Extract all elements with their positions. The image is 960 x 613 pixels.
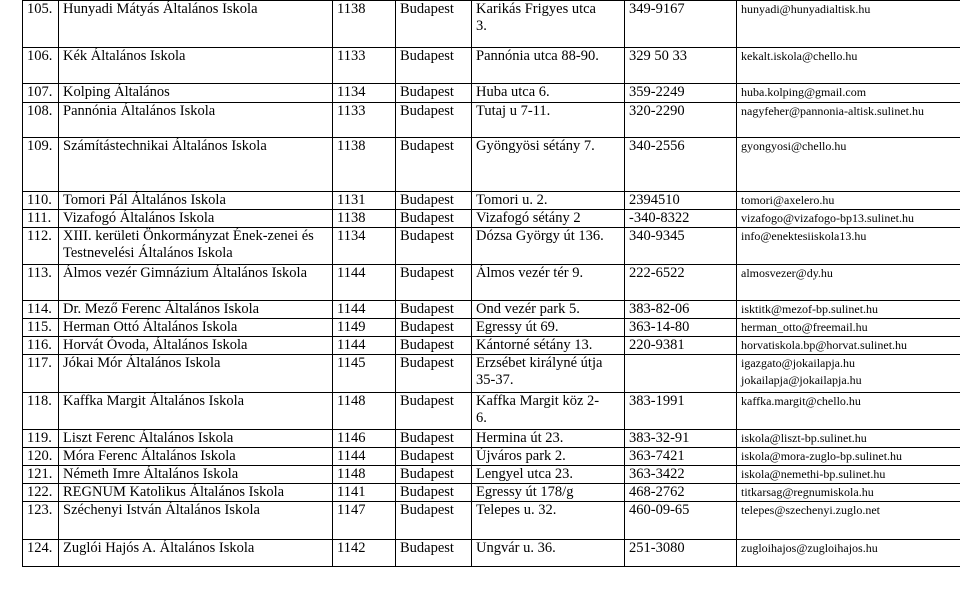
phone-number: 222-6522 <box>625 265 737 301</box>
email-address-line[interactable]: jokailapja@jokailapja.hu <box>741 373 862 387</box>
street-address-line: Pannónia utca 88-90. <box>476 48 599 64</box>
email-address <box>737 210 960 228</box>
street-address <box>472 319 625 337</box>
school-name: Herman Ottó Általános Iskola <box>59 319 333 337</box>
postal-code: 1144 <box>333 337 396 355</box>
table-row <box>23 430 960 448</box>
city: Budapest <box>396 103 472 138</box>
postal-code: 1144 <box>333 265 396 301</box>
city: Budapest <box>396 319 472 337</box>
postal-code: 1147 <box>333 502 396 540</box>
school-name: Álmos vezér Gimnázium Általános Iskola <box>59 265 333 301</box>
row-number: 121. <box>23 466 59 484</box>
street-address-line: Tomori u. 2. <box>476 192 548 208</box>
phone-number: 329 50 33 <box>625 48 737 84</box>
school-name: REGNUM Katolikus Általános Iskola <box>59 484 333 502</box>
phone-number: 383-32-91 <box>625 430 737 448</box>
phone-number <box>625 355 737 393</box>
street-address <box>472 103 625 138</box>
postal-code: 1138 <box>333 1 396 48</box>
phone-number: 363-14-80 <box>625 319 737 337</box>
school-name: Kolping Általános <box>59 84 333 103</box>
email-address-line[interactable]: herman_otto@freemail.hu <box>741 320 868 334</box>
row-number: 105. <box>23 1 59 48</box>
email-address <box>737 103 960 138</box>
school-name: Hunyadi Mátyás Általános Iskola <box>59 1 333 48</box>
postal-code: 1142 <box>333 540 396 567</box>
city: Budapest <box>396 355 472 393</box>
phone-number: 359-2249 <box>625 84 737 103</box>
email-address-line[interactable]: horvatiskola.bp@horvat.sulinet.hu <box>741 338 908 352</box>
street-address <box>472 355 625 393</box>
email-address <box>737 355 960 393</box>
email-address <box>737 265 960 301</box>
street-address <box>472 138 625 192</box>
city: Budapest <box>396 448 472 466</box>
school-name: Horvát Óvoda, Általános Iskola <box>59 337 333 355</box>
table-row <box>23 502 960 540</box>
street-address <box>472 502 625 540</box>
street-address-line: Erzsébet királyné útja <box>476 355 603 371</box>
school-name: Liszt Ferenc Általános Iskola <box>59 430 333 448</box>
street-address <box>472 540 625 567</box>
row-number: 124. <box>23 540 59 567</box>
table-row <box>23 466 960 484</box>
postal-code: 1134 <box>333 228 396 265</box>
email-address-line[interactable]: titkarsag@regnumiskola.hu <box>741 485 874 499</box>
email-address <box>737 466 960 484</box>
row-number: 117. <box>23 355 59 393</box>
city: Budapest <box>396 1 472 48</box>
street-address <box>472 228 625 265</box>
street-address-line: Gyöngyösi sétány 7. <box>476 138 595 154</box>
street-address-line: Tutaj u 7-11. <box>476 103 551 119</box>
school-name: Kaffka Margit Általános Iskola <box>59 393 333 430</box>
street-address-line: Dózsa György út 136. <box>476 228 604 244</box>
street-address-line: Vizafogó sétány 2 <box>476 210 581 226</box>
table-row <box>23 228 960 265</box>
email-address <box>737 301 960 319</box>
row-number: 106. <box>23 48 59 84</box>
table-row <box>23 192 960 210</box>
phone-number: 320-2290 <box>625 103 737 138</box>
email-address <box>737 448 960 466</box>
email-address-line[interactable]: iskola@mora-zuglo-bp.sulinet.hu <box>741 449 903 463</box>
street-address <box>472 337 625 355</box>
city: Budapest <box>396 138 472 192</box>
row-number: 114. <box>23 301 59 319</box>
street-address <box>472 265 625 301</box>
postal-code: 1141 <box>333 484 396 502</box>
school-name: Jókai Mór Általános Iskola <box>59 355 333 393</box>
email-address <box>737 1 960 48</box>
city: Budapest <box>396 301 472 319</box>
street-address <box>472 430 625 448</box>
school-name: Németh Imre Általános Iskola <box>59 466 333 484</box>
school-name: XIII. kerületi Önkormányzat Ének-zenei és Testnevelési Általános Iskola <box>59 228 333 265</box>
email-address <box>737 192 960 210</box>
email-address-line[interactable]: zugloihajos@zugloihajos.hu <box>741 541 878 555</box>
phone-number: 349-9167 <box>625 1 737 48</box>
school-name: Zuglói Hajós A. Általános Iskola <box>59 540 333 567</box>
postal-code: 1148 <box>333 393 396 430</box>
city: Budapest <box>396 84 472 103</box>
street-address <box>472 210 625 228</box>
row-number: 119. <box>23 430 59 448</box>
table-row <box>23 540 960 567</box>
phone-number: 2394510 <box>625 192 737 210</box>
street-address-line: Ungvár u. 36. <box>476 540 556 556</box>
school-name: Tomori Pál Általános Iskola <box>59 192 333 210</box>
email-address-line[interactable]: gyongyosi@chello.hu <box>741 139 847 153</box>
email-address-line[interactable]: tomori@axelero.hu <box>741 193 835 207</box>
street-address-line: Huba utca 6. <box>476 84 550 100</box>
row-number: 118. <box>23 393 59 430</box>
email-address-line[interactable]: iskola@liszt-bp.sulinet.hu <box>741 431 867 445</box>
email-address-line[interactable]: telepes@szechenyi.zuglo.net <box>741 503 880 517</box>
street-address-line: Karikás Frigyes utca <box>476 1 596 17</box>
postal-code: 1138 <box>333 138 396 192</box>
email-address-line[interactable]: almosvezer@dy.hu <box>741 266 833 280</box>
street-address-line: Kaffka Margit köz 2- <box>476 393 600 409</box>
email-address-line[interactable]: vizafogo@vizafogo-bp13.sulinet.hu <box>741 211 915 225</box>
table-row <box>23 355 960 393</box>
table-row <box>23 484 960 502</box>
email-address <box>737 84 960 103</box>
school-name: Pannónia Általános Iskola <box>59 103 333 138</box>
phone-number: 460-09-65 <box>625 502 737 540</box>
row-number: 109. <box>23 138 59 192</box>
postal-code: 1133 <box>333 48 396 84</box>
city: Budapest <box>396 540 472 567</box>
street-address <box>472 466 625 484</box>
phone-number: 340-9345 <box>625 228 737 265</box>
street-address-line: 3. <box>476 18 487 34</box>
table-row <box>23 48 960 84</box>
table-row <box>23 103 960 138</box>
table-row <box>23 448 960 466</box>
phone-number: 363-7421 <box>625 448 737 466</box>
email-address <box>737 540 960 567</box>
phone-number: -340-8322 <box>625 210 737 228</box>
postal-code: 1138 <box>333 210 396 228</box>
email-address <box>737 393 960 430</box>
postal-code: 1131 <box>333 192 396 210</box>
postal-code: 1133 <box>333 103 396 138</box>
postal-code: 1134 <box>333 84 396 103</box>
email-address <box>737 48 960 84</box>
street-address-line: Egressy út 69. <box>476 319 559 335</box>
city: Budapest <box>396 484 472 502</box>
street-address <box>472 448 625 466</box>
row-number: 123. <box>23 502 59 540</box>
email-address <box>737 319 960 337</box>
school-name: Dr. Mező Ferenc Általános Iskola <box>59 301 333 319</box>
street-address <box>472 484 625 502</box>
school-name: Vizafogó Általános Iskola <box>59 210 333 228</box>
email-address-line[interactable]: kaffka.margit@chello.hu <box>741 394 861 408</box>
email-address <box>737 430 960 448</box>
email-address-line[interactable]: iskola@nemethi-bp.sulinet.hu <box>741 467 886 481</box>
street-address-line: 35-37. <box>476 372 514 388</box>
street-address-line: Álmos vezér tér 9. <box>476 265 584 281</box>
phone-number: 340-2556 <box>625 138 737 192</box>
phone-number: 220-9381 <box>625 337 737 355</box>
row-number: 113. <box>23 265 59 301</box>
table-row <box>23 301 960 319</box>
city: Budapest <box>396 393 472 430</box>
street-address <box>472 84 625 103</box>
email-address-line[interactable]: nagyfeher@pannonia-altisk.sulinet.hu <box>741 104 924 118</box>
street-address <box>472 192 625 210</box>
phone-number: 468-2762 <box>625 484 737 502</box>
school-name: Számítástechnikai Általános Iskola <box>59 138 333 192</box>
city: Budapest <box>396 265 472 301</box>
email-address <box>737 502 960 540</box>
table-row <box>23 1 960 48</box>
postal-code: 1144 <box>333 448 396 466</box>
postal-code: 1149 <box>333 319 396 337</box>
row-number: 116. <box>23 337 59 355</box>
street-address <box>472 393 625 430</box>
street-address <box>472 301 625 319</box>
city: Budapest <box>396 502 472 540</box>
email-address-line[interactable]: isktitk@mezof-bp.sulinet.hu <box>741 302 879 316</box>
school-name: Széchenyi István Általános Iskola <box>59 502 333 540</box>
city: Budapest <box>396 48 472 84</box>
city: Budapest <box>396 192 472 210</box>
email-address-line[interactable]: igazgato@jokailapja.hu <box>741 356 856 370</box>
row-number: 110. <box>23 192 59 210</box>
school-name: Kék Általános Iskola <box>59 48 333 84</box>
row-number: 108. <box>23 103 59 138</box>
street-address-line: Lengyel utca 23. <box>476 466 574 482</box>
city: Budapest <box>396 337 472 355</box>
city: Budapest <box>396 430 472 448</box>
postal-code: 1148 <box>333 466 396 484</box>
email-address-line[interactable]: hunyadi@hunyadialtisk.hu <box>741 2 871 16</box>
email-address <box>737 228 960 265</box>
street-address-line: Ond vezér park 5. <box>476 301 580 317</box>
phone-number: 383-1991 <box>625 393 737 430</box>
schools-table <box>22 0 960 567</box>
row-number: 111. <box>23 210 59 228</box>
street-address-line: Kántorné sétány 13. <box>476 337 593 353</box>
email-address <box>737 484 960 502</box>
row-number: 112. <box>23 228 59 265</box>
row-number: 120. <box>23 448 59 466</box>
table-row <box>23 84 960 103</box>
street-address-line: Újváros park 2. <box>476 448 566 464</box>
row-number: 115. <box>23 319 59 337</box>
table-row <box>23 319 960 337</box>
street-address-line: Egressy út 178/g <box>476 484 574 500</box>
email-address-line[interactable]: huba.kolping@gmail.com <box>741 85 867 99</box>
city: Budapest <box>396 466 472 484</box>
phone-number: 363-3422 <box>625 466 737 484</box>
email-address-line[interactable]: kekalt.iskola@chello.hu <box>741 49 858 63</box>
street-address <box>472 48 625 84</box>
table-row <box>23 210 960 228</box>
street-address-line: Hermina út 23. <box>476 430 564 446</box>
row-number: 122. <box>23 484 59 502</box>
table-row <box>23 393 960 430</box>
email-address-line[interactable]: info@enektesiiskola13.hu <box>741 229 867 243</box>
phone-number: 251-3080 <box>625 540 737 567</box>
city: Budapest <box>396 210 472 228</box>
row-number: 107. <box>23 84 59 103</box>
street-address <box>472 1 625 48</box>
postal-code: 1144 <box>333 301 396 319</box>
school-name: Móra Ferenc Általános Iskola <box>59 448 333 466</box>
city: Budapest <box>396 228 472 265</box>
table-row <box>23 265 960 301</box>
phone-number: 383-82-06 <box>625 301 737 319</box>
email-address <box>737 337 960 355</box>
postal-code: 1146 <box>333 430 396 448</box>
street-address-line: 6. <box>476 410 487 426</box>
postal-code: 1145 <box>333 355 396 393</box>
table-row <box>23 337 960 355</box>
table-row <box>23 138 960 192</box>
street-address-line: Telepes u. 32. <box>476 502 557 518</box>
email-address <box>737 138 960 192</box>
